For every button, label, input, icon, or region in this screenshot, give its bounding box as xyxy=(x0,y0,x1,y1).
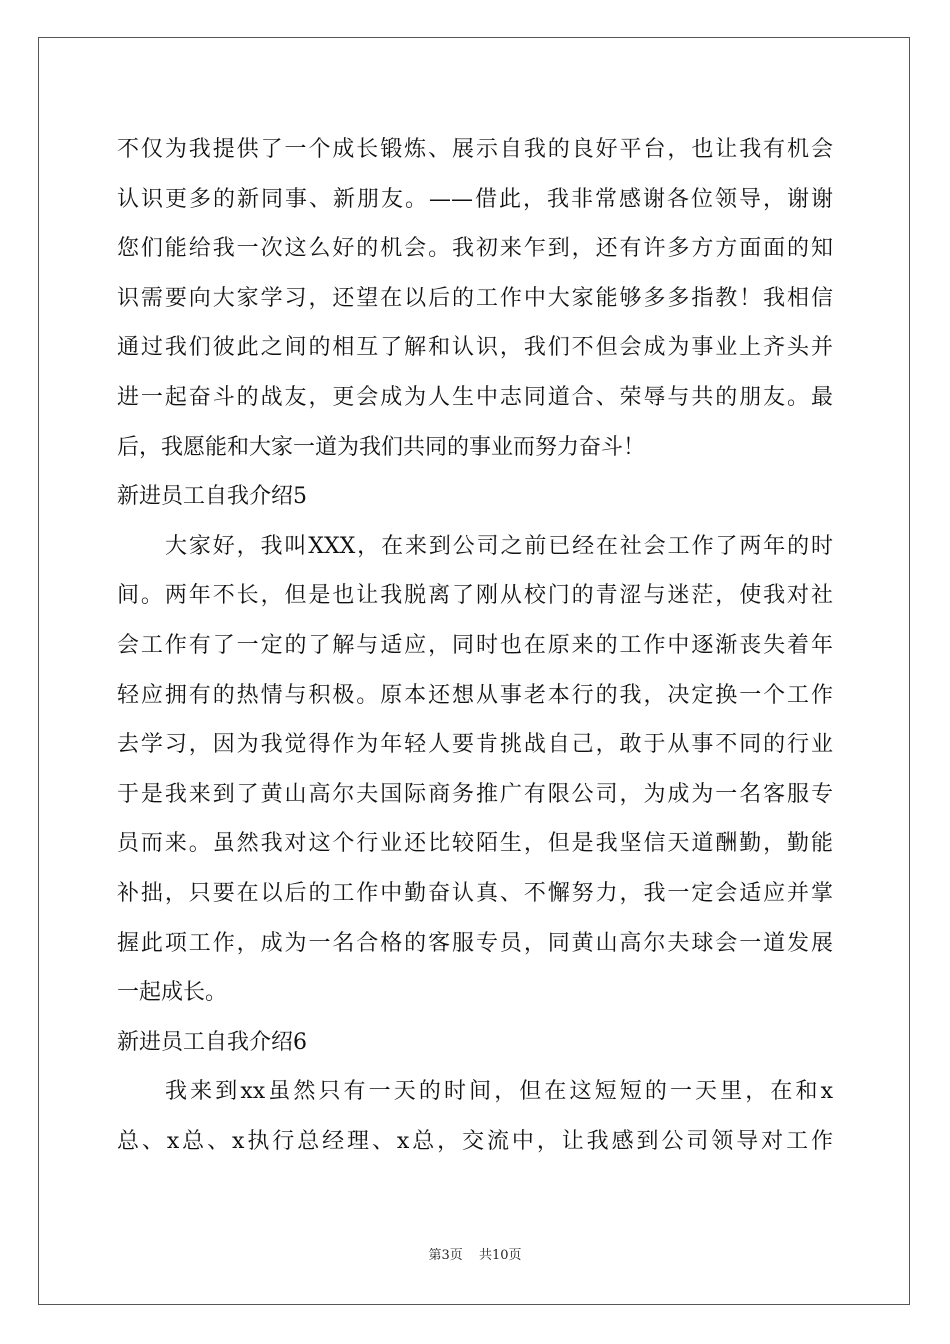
text-line: 您们能给我一次这么好的机会。我初来乍到，还有许多方方面面的知 xyxy=(117,236,833,262)
text-line: 于是我来到了黄山高尔夫国际商务推广有限公司，为成为一名客服专 xyxy=(117,781,833,807)
text-line: 总、x总、x执行总经理、x总，交流中，让我感到公司领导对工作 xyxy=(117,1128,833,1154)
text-line: 轻应拥有的热情与积极。原本还想从事老本行的我，决定换一个工作 xyxy=(117,682,833,708)
section-heading: 新进员工自我介绍5 xyxy=(117,484,307,510)
text-line: 我来到xx虽然只有一天的时间，但在这短短的一天里，在和x xyxy=(165,1079,833,1105)
text-line: 一起成长。 xyxy=(117,980,228,1006)
text-line: 大家好，我叫XXX，在来到公司之前已经在社会工作了两年的时 xyxy=(165,533,833,559)
text-line: 后，我愿能和大家一道为我们共同的事业而努力奋斗！ xyxy=(117,434,646,460)
text-line: 不仅为我提供了一个成长锻炼、展示自我的良好平台，也让我有机会 xyxy=(117,137,833,162)
text-line: 识需要向大家学习，还望在以后的工作中大家能够多多指教！我相信 xyxy=(117,285,833,311)
text-line: 进一起奋斗的战友，更会成为人生中志同道合、荣辱与共的朋友。最 xyxy=(117,384,833,410)
text-line: 去学习，因为我觉得作为年轻人要肯挑战自己，敢于从事不同的行业 xyxy=(117,732,833,758)
page-number: 第3页 xyxy=(428,1248,463,1263)
section-heading: 新进员工自我介绍6 xyxy=(117,1029,307,1055)
text-line: 间。两年不长，但是也让我脱离了刚从校门的青涩与迷茫，使我对社 xyxy=(117,583,833,609)
text-line: 补拙，只要在以后的工作中勤奋认真、不懈努力，我一定会适应并掌 xyxy=(117,880,833,906)
document-body xyxy=(117,125,833,1166)
text-line: 通过我们彼此之间的相互了解和认识，我们不但会成为事业上齐头并 xyxy=(117,335,833,361)
text-line: 会工作有了一定的了解与适应，同时也在原来的工作中逐渐丧失着年 xyxy=(117,632,833,658)
text-line: 认识更多的新同事、新朋友。——借此，我非常感谢各位领导，谢谢 xyxy=(117,186,833,212)
text-line: 握此项工作，成为一名合格的客服专员，同黄山高尔夫球会一道发展 xyxy=(117,930,833,956)
text-line: 员而来。虽然我对这个行业还比较陌生，但是我坚信天道酬勤，勤能 xyxy=(117,831,833,857)
page-footer xyxy=(0,1244,950,1263)
total-pages: 共10页 xyxy=(478,1248,522,1263)
